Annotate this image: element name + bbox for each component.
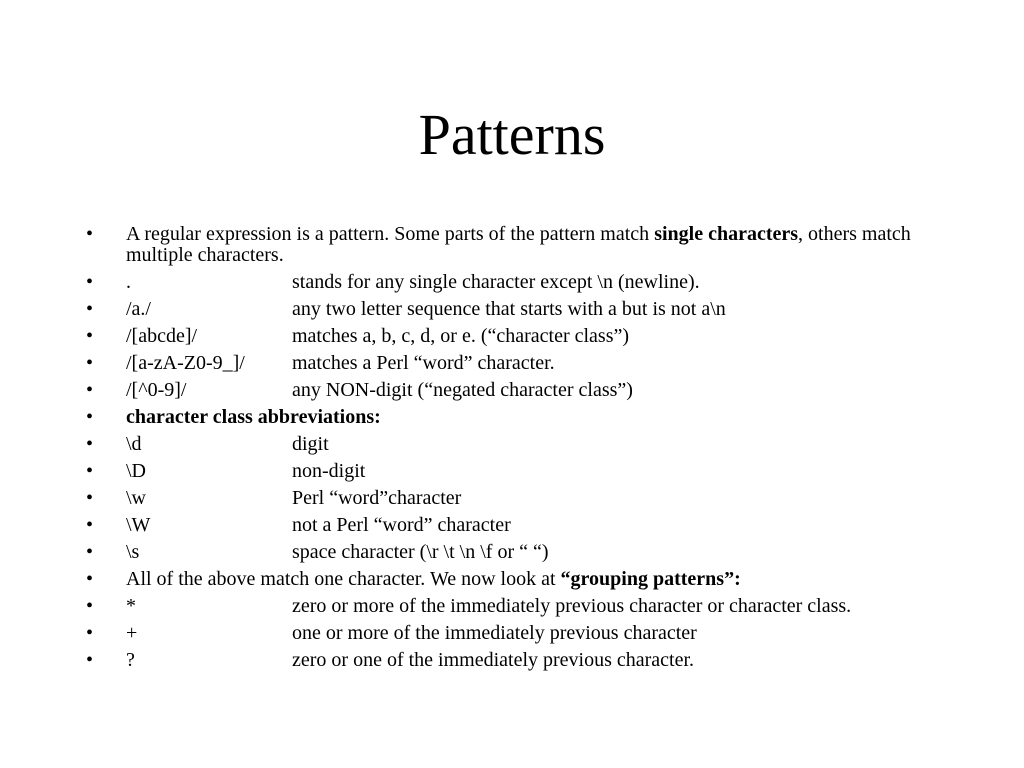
list-item-quantifier [0,650,1024,671]
pattern-desc: any NON-digit (“negated character class”) [292,379,633,401]
abbrev-term: \w [126,487,146,509]
intro-bold: single characters [654,223,799,245]
list-item-def [0,353,1024,374]
pattern-desc: stands for any single character except \n (newline). [292,271,700,293]
pattern-desc: matches a Perl “word” character. [292,352,555,374]
list-item-intro [0,224,1024,266]
slide-title: Patterns [418,102,606,167]
list-item-abbrev [0,515,1024,536]
bullet-icon: • [86,622,94,644]
bullet-icon: • [86,379,94,401]
pattern-term: /[abcde]/ [126,325,198,347]
bullet-icon: • [86,298,94,320]
quantifier-term: ? [126,649,135,671]
pattern-desc: matches a, b, c, d, or e. (“character class”) [292,325,630,347]
abbrev-desc: not a Perl “word” character [292,514,511,536]
list-item-abbrev [0,434,1024,455]
abbrev-term: \D [126,460,146,482]
abbrev-desc: digit [292,433,329,455]
bullet-icon: • [86,595,94,617]
quantifier-term: + [126,622,138,644]
bullet-icon: • [86,514,94,536]
abbrev-desc: Perl “word”character [292,487,462,509]
grouping-text: All of the above match one character. We now look at [126,568,561,590]
bullet-icon: • [86,406,94,428]
bullet-icon: • [86,541,94,563]
list-item-def [0,380,1024,401]
bullet-icon: • [86,460,94,482]
abbrev-term: \d [126,433,142,455]
list-item-abbrev-heading [0,407,1024,428]
abbrev-term: \W [126,514,151,536]
list-item-quantifier [0,596,1024,617]
list-item-abbrev [0,488,1024,509]
bullet-icon: • [86,223,94,245]
pattern-term: /[^0-9]/ [126,379,187,401]
list-item-def [0,272,1024,293]
pattern-desc: any two letter sequence that starts with a but is not a\n [292,298,726,320]
grouping-bold: “grouping patterns”: [560,568,741,590]
pattern-term: /a./ [126,298,151,320]
intro-text: A regular expression is a pattern. Some parts of the pattern match [126,223,655,245]
list-item-abbrev [0,461,1024,482]
bullet-icon: • [86,352,94,374]
list-item-quantifier [0,623,1024,644]
abbrev-desc: space character (\r \t \n \f or “ “) [292,541,549,563]
pattern-term: /[a-zA-Z0-9_]/ [126,352,245,374]
bullet-icon: • [86,325,94,347]
list-item-abbrev [0,542,1024,563]
abbrev-term: \s [126,541,140,563]
bullet-icon: • [86,649,94,671]
pattern-term: . [126,271,131,293]
bullet-icon: • [86,433,94,455]
quantifier-desc: one or more of the immediately previous character [292,622,697,644]
bullet-list [0,224,1024,677]
list-item-def [0,326,1024,347]
bullet-icon: • [86,568,94,590]
list-item-grouping [0,569,1024,590]
quantifier-term: * [126,595,136,617]
quantifier-desc: zero or one of the immediately previous character. [292,649,695,671]
bullet-icon: • [86,487,94,509]
bullet-icon: • [86,271,94,293]
intro-text-after: , others match multiple characters. [126,223,911,266]
abbrev-desc: non-digit [292,460,366,482]
quantifier-desc: zero or more of the immediately previous character or character class. [292,595,852,617]
abbrev-heading: character class abbreviations: [126,406,381,428]
list-item-def [0,299,1024,320]
